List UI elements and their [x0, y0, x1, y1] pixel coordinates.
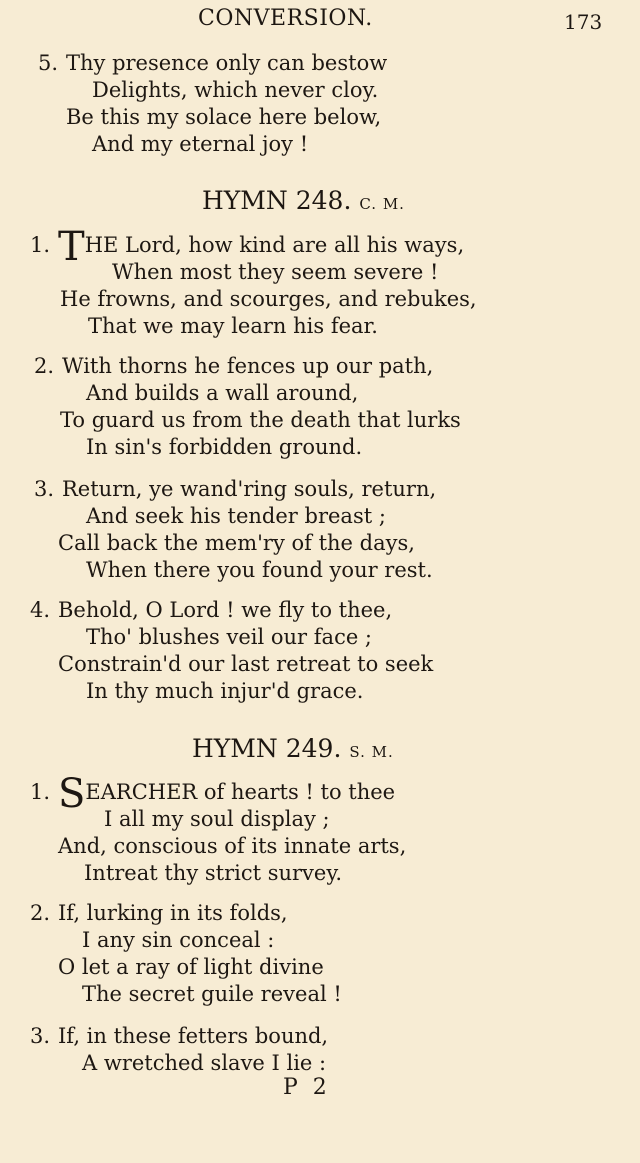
verse-line: Intreat thy strict survey.: [84, 861, 343, 885]
verse-first-line: [30, 597, 392, 624]
verse-line: Behold, O Lord ! we fly to thee,: [58, 598, 393, 622]
verse-number: 2.: [34, 354, 55, 378]
verse-number: 1.: [30, 233, 51, 257]
verse-line: O let a ray of light divine: [58, 955, 324, 979]
hymn-meter: S. M.: [349, 743, 394, 761]
verse-line: And seek his tender breast ;: [86, 504, 386, 528]
verse-line: A wretched slave I lie :: [82, 1051, 327, 1075]
signature-mark: P 2: [283, 1075, 331, 1100]
verse-line: When there you found your rest.: [86, 558, 433, 582]
verse-first-line: [34, 476, 436, 503]
verse-number: 3.: [34, 477, 55, 501]
verse-first-line: [34, 353, 433, 380]
verse-number: 1.: [30, 780, 51, 804]
drop-cap: S: [58, 771, 86, 817]
verse-first-line: [30, 771, 396, 817]
verse-line: When most they seem severe !: [112, 260, 439, 284]
verse-line: Be this my solace here below,: [66, 105, 382, 129]
page-number: 173: [564, 10, 603, 34]
drop-cap: T: [58, 224, 85, 270]
verse-line: Tho' blushes veil our face ;: [86, 625, 373, 649]
verse-line: Delights, which never cloy.: [92, 78, 379, 102]
verse-first-line: [38, 50, 387, 77]
verse-line: Constrain'd our last retreat to seek: [58, 652, 434, 676]
verse-line: The secret guile reveal !: [82, 982, 342, 1006]
verse-line: I all my soul display ;: [104, 807, 330, 831]
hymn-meter: C. M.: [359, 195, 405, 213]
verse-number: 4.: [30, 598, 51, 622]
verse-line: I any sin conceal :: [82, 928, 275, 952]
verse-first-line: [30, 224, 465, 270]
verse-line: If, lurking in its folds,: [58, 901, 288, 925]
verse-line: HE Lord, how kind are all his ways,: [84, 233, 465, 257]
verse-line: If, in these fetters bound,: [58, 1024, 329, 1048]
verse-line: Return, ye wand'ring souls, return,: [62, 477, 437, 501]
verse-line: Thy presence only can bestow: [66, 51, 388, 75]
hymn-title: HYMN 249. S. M.: [192, 734, 394, 763]
verse-first-line: [30, 1023, 328, 1050]
verse-number: 2.: [30, 901, 51, 925]
verse-line: With thorns he fences up our path,: [62, 354, 434, 378]
verse-line: And, conscious of its innate arts,: [58, 834, 407, 858]
verse-line: In thy much injur'd grace.: [86, 679, 364, 703]
verse-line: To guard us from the death that lurks: [60, 408, 461, 432]
verse-line: That we may learn his fear.: [88, 314, 378, 338]
verse-line: In sin's forbidden ground.: [86, 435, 363, 459]
verse-line: And my eternal joy !: [92, 132, 309, 156]
verse-line: He frowns, and scourges, and rebukes,: [60, 287, 477, 311]
running-head: CONVERSION.: [198, 6, 373, 31]
verse-first-line: [30, 900, 288, 927]
hymn-title: HYMN 248. C. M.: [202, 186, 405, 215]
verse-number: 5.: [38, 51, 59, 75]
verse-number: 3.: [30, 1024, 51, 1048]
verse-line: And builds a wall around,: [86, 381, 359, 405]
verse-line: EARCHER of hearts ! to thee: [85, 780, 396, 804]
verse-line: Call back the mem'ry of the days,: [58, 531, 415, 555]
